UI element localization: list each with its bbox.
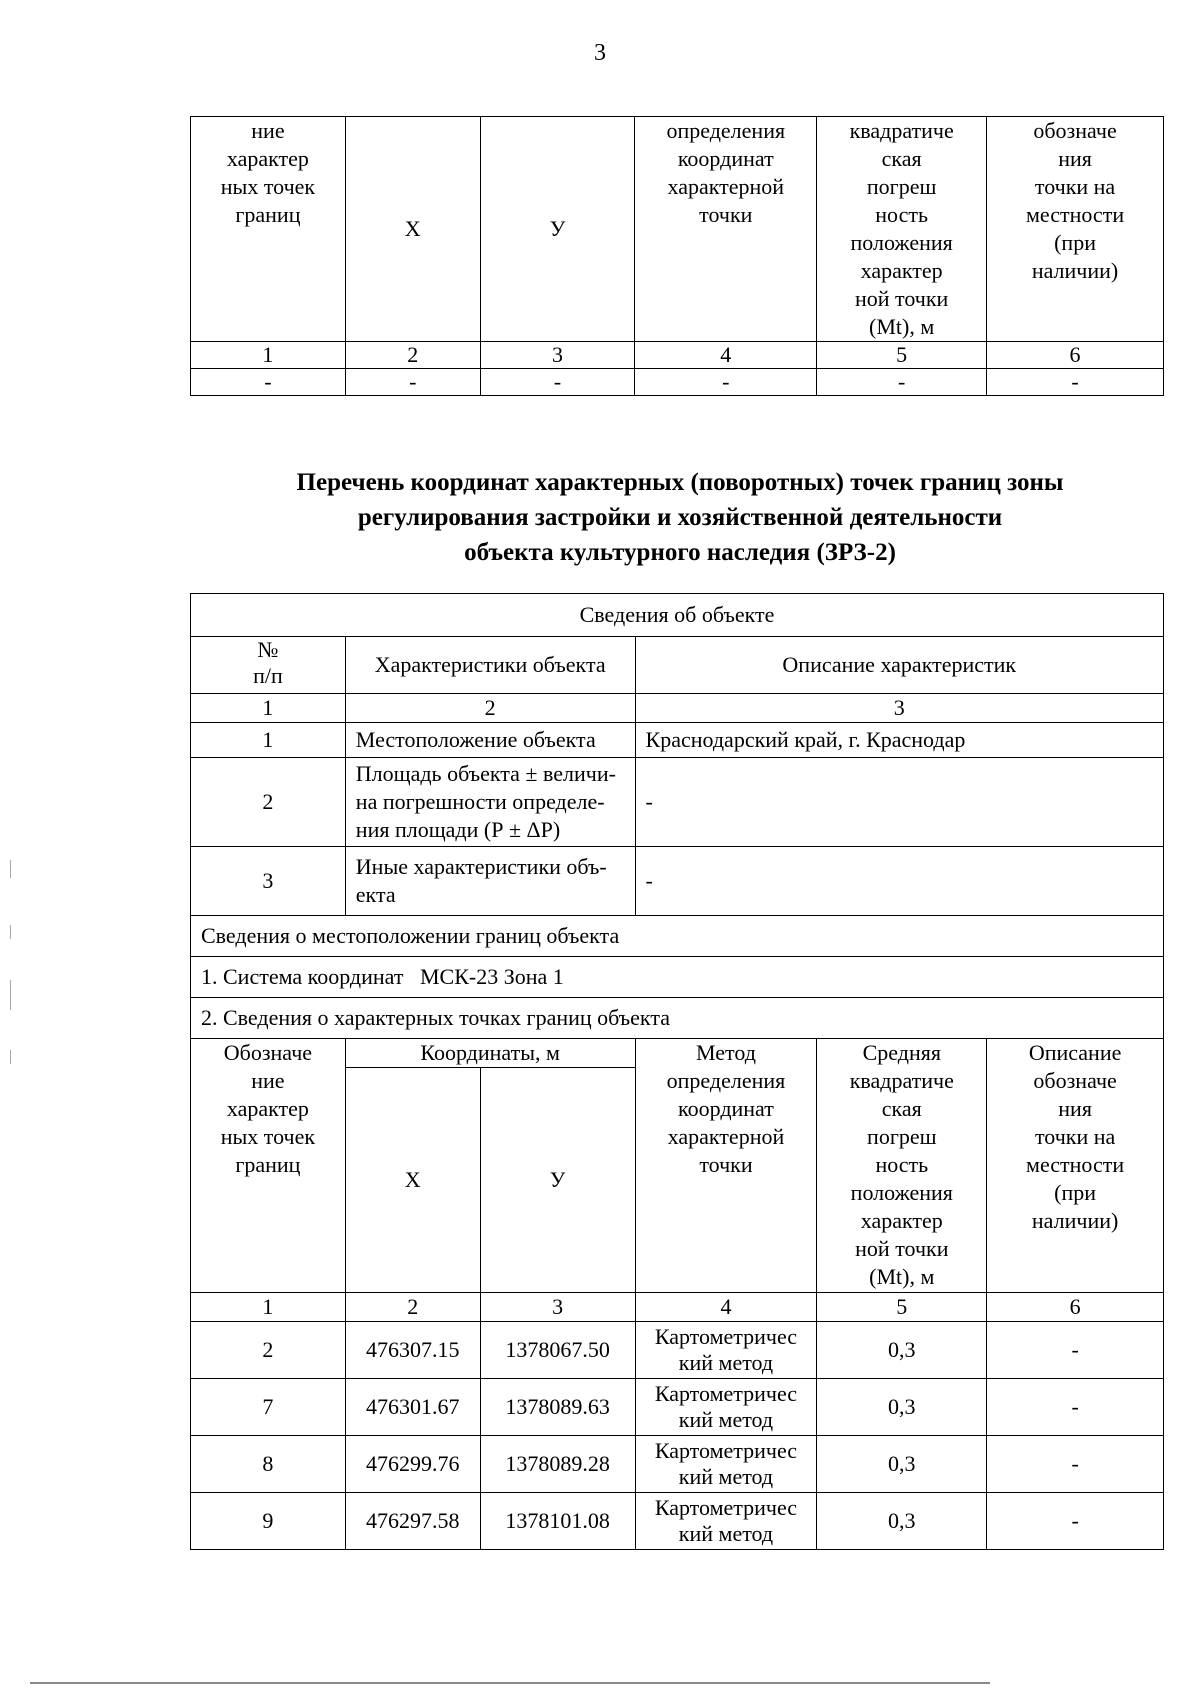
point-y: 1378067.50 [480,1322,635,1379]
scan-margin-mark [10,860,11,878]
column-number: 4 [635,342,817,369]
point-error: 0,3 [817,1436,987,1493]
point-error: 0,3 [817,1493,987,1550]
header-line: № [257,637,279,662]
y-header-cell: У [480,1068,635,1293]
header-line: Метод [696,1040,756,1065]
header-line: определения [666,1068,786,1093]
column-number: 2 [345,694,635,723]
text-line: ния площади (Р ± ΔР) [355,817,561,842]
scan-margin-mark [10,980,11,1010]
point-description: - [987,1436,1164,1493]
header-line: (Mt), м [869,1264,935,1289]
header-line: п/п [253,663,283,688]
table-row [191,1322,1164,1379]
header-line: характер [226,1096,309,1121]
table-cell: - [191,369,346,396]
scan-margin-mark [10,925,11,939]
header-line: квадратиче [849,118,954,143]
header-line: наличии) [1031,258,1119,283]
header-line: точки на [1034,174,1116,199]
row-description: - [635,847,1163,916]
header-line: местности [1026,1152,1125,1177]
header-line: ская [881,1096,922,1121]
coordinate-system: 1. Система координат МСК-23 Зона 1 [191,957,1164,998]
point-x: 476297.58 [345,1493,480,1550]
header-line: характерной [667,1124,785,1149]
header-line: характер [860,1208,943,1233]
point-id: 9 [191,1493,346,1550]
point-x: 476301.67 [345,1379,480,1436]
info-row [191,847,1164,916]
point-y: 1378089.28 [480,1436,635,1493]
header-line: положения [850,230,953,255]
table-row [191,1436,1164,1493]
x-header-cell: Х [345,117,480,342]
row-characteristic: Местоположение объекта [345,723,635,758]
header-line: Обозначе [223,1040,313,1065]
point-id: 7 [191,1379,346,1436]
point-method [635,1493,817,1550]
header-line: характер [860,258,943,283]
designation-header-cell [191,1039,346,1293]
row-characteristic [345,847,635,916]
point-y: 1378089.63 [480,1379,635,1436]
column-number: 3 [480,342,635,369]
text-line: екта [355,882,396,907]
title-line: объекта культурного наследия (ЗРЗ-2) [464,539,896,566]
column-number: 4 [635,1293,817,1322]
header-line: точки на [1034,1124,1116,1149]
column-number: 6 [987,342,1164,369]
y-header-cell: У [480,117,635,342]
table-cell: - [480,369,635,396]
method-header-cell [635,117,817,342]
coordinates-header: Координаты, м [345,1039,635,1068]
column-numbers-row [191,1293,1164,1322]
header-line: положения [850,1180,953,1205]
row-characteristic [345,758,635,847]
document-title [0,465,1200,570]
header-line: характерной [667,174,785,199]
header-line: определения [666,118,786,143]
header-line: погреш [866,174,937,199]
table-cell: - [987,369,1164,396]
header-line: ных точек [220,174,316,199]
header-line: (Mt), м [869,314,935,339]
point-id: 8 [191,1436,346,1493]
info-row [191,758,1164,847]
column-number: 6 [987,1293,1164,1322]
text-line: Иные характеристики объ- [355,854,607,879]
header-line: (при [1054,230,1096,255]
text-line: на погрешности определе- [355,789,605,814]
column-number: 1 [191,694,346,723]
text-line: кий метод [678,1407,774,1432]
point-x: 476299.76 [345,1436,480,1493]
header-line: ность [875,202,929,227]
point-description: - [987,1493,1164,1550]
header-line: границ [235,1152,301,1177]
table-cell: - [817,369,987,396]
row-description: Краснодарский край, г. Краснодар [635,723,1163,758]
column-number: 2 [345,342,480,369]
column-numbers-row [191,342,1164,369]
point-error: 0,3 [817,1379,987,1436]
text-line: кий метод [678,1521,774,1546]
title-line: регулирования застройки и хозяйственной деятельности [357,504,1003,531]
title-line: Перечень координат характерных (поворотных) точек границ зоны [296,469,1064,496]
text-line: Картометричес [654,1495,798,1520]
row-number: 1 [191,723,346,758]
designation-header-cell [191,117,346,342]
scan-edge-line [30,1682,990,1684]
info-row [191,723,1164,758]
header-line: ния [1058,1096,1092,1121]
description-header-cell [987,1039,1164,1293]
table-row [191,1379,1164,1436]
header-line: ния [1058,146,1092,171]
point-description: - [987,1322,1164,1379]
column-number: 3 [635,694,1163,723]
header-line: точки [699,1152,753,1177]
number-header [191,637,346,694]
scan-margin-mark [10,1050,11,1064]
column-number: 5 [817,342,987,369]
boundaries-header: Сведения о местоположении границ объекта [191,916,1164,957]
points-header: 2. Сведения о характерных точках границ объекта [191,998,1164,1039]
header-line: ной точки [855,1236,949,1261]
header-line: ская [881,146,922,171]
point-error: 0,3 [817,1322,987,1379]
point-method [635,1379,817,1436]
header-line: местности [1026,202,1125,227]
page-number: 3 [594,40,606,66]
header-line: ние [251,1068,285,1093]
table-row [191,1493,1164,1550]
header-line: наличии) [1031,1208,1119,1233]
header-line: точки [699,202,753,227]
error-header-cell [817,1039,987,1293]
header-line: ние [251,118,285,143]
continued-points-table [190,116,1164,396]
text-line: Площадь объекта ± величи- [355,761,616,786]
column-number: 2 [345,1293,480,1322]
row-description: - [635,758,1163,847]
column-number: 5 [817,1293,987,1322]
x-header-cell: Х [345,1068,480,1293]
point-x: 476307.15 [345,1322,480,1379]
header-line: координат [678,1096,774,1121]
table-cell: - [345,369,480,396]
header-line: обозначе [1033,1068,1117,1093]
object-info-table [190,593,1164,1550]
text-line: Картометричес [654,1381,798,1406]
object-info-header: Сведения об объекте [191,594,1164,637]
point-id: 2 [191,1322,346,1379]
point-method [635,1322,817,1379]
column-number: 1 [191,1293,346,1322]
header-line: ность [875,1152,929,1177]
header-line: границ [235,202,301,227]
text-line: кий метод [678,1464,774,1489]
error-header-cell [817,117,987,342]
header-line: обозначе [1033,118,1117,143]
header-line: (при [1054,1180,1097,1205]
empty-data-row [191,369,1164,396]
header-line: ных точек [220,1124,316,1149]
text-line: Картометричес [654,1324,798,1349]
column-number: 1 [191,342,346,369]
description-header: Описание характеристик [635,637,1163,694]
column-number: 3 [480,1293,635,1322]
description-header-cell [987,117,1164,342]
header-line: координат [677,146,774,171]
row-number: 2 [191,758,346,847]
point-y: 1378101.08 [480,1493,635,1550]
header-line: квадратиче [849,1068,954,1093]
characteristics-header: Характеристики объекта [345,637,635,694]
header-line: характер [226,146,309,171]
header-line: ной точки [854,286,949,311]
text-line: Картометричес [654,1438,798,1463]
header-line: Описание [1028,1040,1122,1065]
point-description: - [987,1379,1164,1436]
header-line: Средняя [862,1040,941,1065]
text-line: кий метод [678,1350,774,1375]
method-header-cell [635,1039,817,1293]
table-cell: - [635,369,817,396]
header-line: погреш [867,1124,937,1149]
row-number: 3 [191,847,346,916]
point-method [635,1436,817,1493]
